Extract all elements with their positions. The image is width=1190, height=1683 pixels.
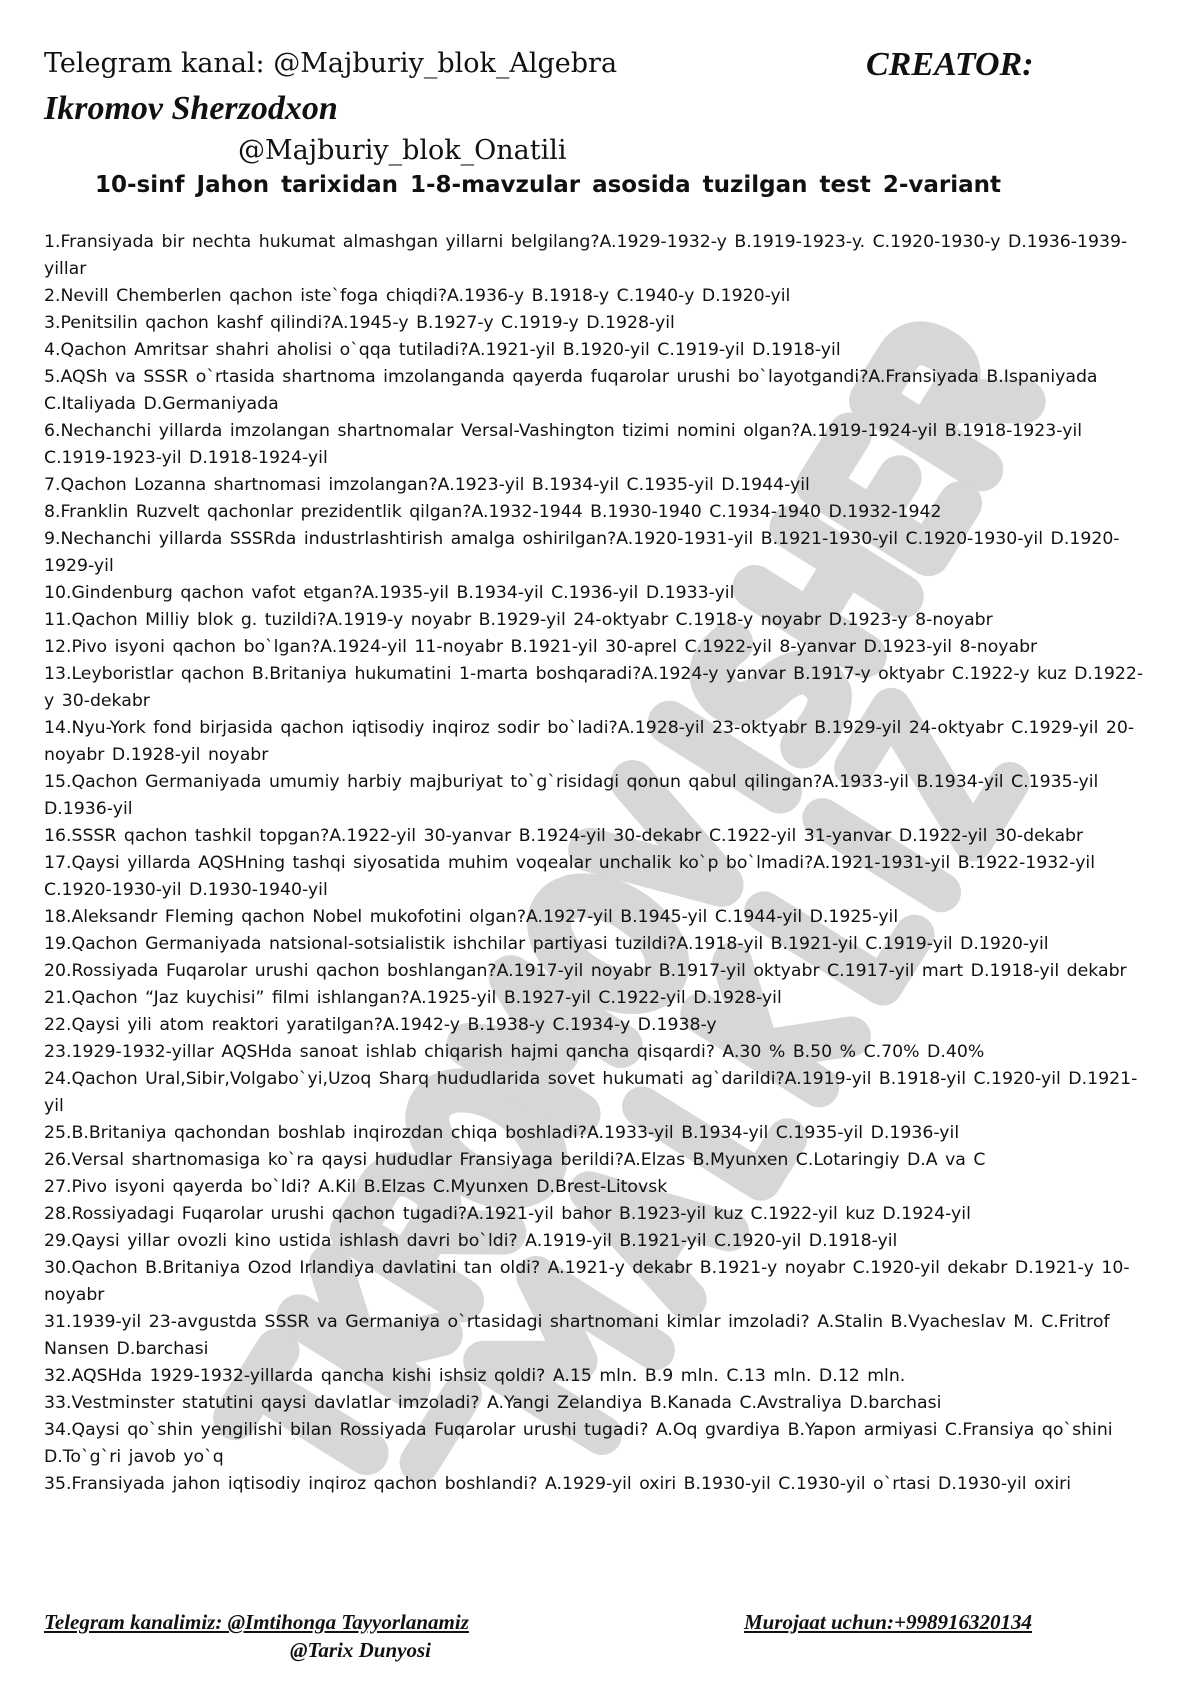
question-item: 13.Leyboristlar qachon B.Britaniya hukumatini 1-marta boshqaradi?A.1924-y yanvar B.1917-y oktyabr C.1922-y kuz D.1922-y 30-dekabr [44, 664, 1144, 711]
question-item: 24.Qachon Ural,Sibir,Volgabo`yi,Uzoq Sharq hududlarida sovet hukumati ag`darildi?A.1919-yil B.1918-yil C.1920-yil D.1921-yil [44, 1069, 1138, 1116]
question-list [44, 229, 1152, 1498]
telegram-channel-label: Telegram kanal: @Majburiy_blok_Algebra [44, 48, 618, 79]
question-item: 4.Qachon Amritsar shahri aholisi o`qqa tutiladi?A.1921-yil B.1920-yil C.1919-yil D.1918-yil [44, 340, 841, 360]
question-item: 23.1929-1932-yillar AQSHda sanoat ishlab chiqarish hajmi qancha qisqardi? A.30 % B.50 % C.70% D.40% [44, 1042, 985, 1062]
question-item: 35.Fransiyada jahon iqtisodiy inqiroz qachon boshlandi? A.1929-yil oxiri B.1930-yil C.1930-yil o`rtasi D.1930-yil oxiri [44, 1474, 1072, 1494]
test-title: 10-sinf Jahon tarixidan 1-8-mavzular asosida tuzilgan test 2-variant [95, 172, 1001, 198]
question-item: 15.Qachon Germaniyada umumiy harbiy majburiyat to`g`risidagi qonun qabul qilingan?A.1933-yil B.1934-yil C.1935-yil D.1936-yil [44, 772, 1099, 819]
question-item: 33.Vestminster statutini qaysi davlatlar imzoladi? A.Yangi Zelandiya B.Kanada C.Avstraliya D.barchasi [44, 1393, 942, 1413]
question-item: 22.Qaysi yili atom reaktori yaratilgan?A.1942-y B.1938-y C.1934-y D.1938-y [44, 1015, 717, 1035]
question-item: 26.Versal shartnomasiga ko`ra qaysi hududlar Fransiyaga berildi?A.Elzas B.Myunxen C.Lotaringiy D.A va C [44, 1150, 986, 1170]
second-channel-handle: @Majburiy_blok_Onatili [238, 135, 567, 166]
question-item: 27.Pivo isyoni qayerda bo`ldi? A.Kil B.Elzas C.Myunxen D.Brest-Litovsk [44, 1177, 668, 1197]
question-item: 17.Qaysi yillarda AQSHning tashqi siyosatida muhim voqealar unchalik ko`p bo`lmadi?A.1921-1931-yil B.1922-1932-yil C.1920-1930-yil D.1930-1940-yil [44, 853, 1096, 900]
question-item: 11.Qachon Milliy blok g. tuzildi?A.1919-y noyabr B.1929-yil 24-oktyabr C.1918-y noyabr D.1923-y 8-noyabr [44, 610, 993, 630]
question-item: 1.Fransiyada bir nechta hukumat almashgan yillarni belgilang?A.1929-1932-y B.1919-1923-y. C.1920-1930-y D.1936-1939-yillar [44, 232, 1128, 279]
author-name: Ikromov Sherzodxon [44, 90, 338, 127]
question-item: 12.Pivo isyoni qachon bo`lgan?A.1924-yil 11-noyabr B.1921-yil 30-aprel C.1922-yil 8-yanvar D.1923-yil 8-noyabr [44, 637, 1038, 657]
question-item: 2.Nevill Chemberlen qachon iste`foga chiqdi?A.1936-y B.1918-y C.1940-y D.1920-yil [44, 286, 791, 306]
footer-channel: Telegram kanalimiz: @Imtihonga Tayyorlanamiz [44, 1610, 469, 1634]
question-item: 5.AQSh va SSSR o`rtasida shartnoma imzolanganda qayerda fuqarolar urushi bo`layotgandi?A.Fransiyada B.Ispaniyada C.Italiyada D.Germaniyada [44, 367, 1098, 414]
question-item: 25.B.Britaniya qachondan boshlab inqirozdan chiqa boshladi?A.1933-yil B.1934-yil C.1935-yil D.1936-yil [44, 1123, 960, 1143]
question-item: 32.AQSHda 1929-1932-yillarda qancha kishi ishsiz qoldi? A.15 mln. B.9 mln. C.13 mln. D.12 mln. [44, 1366, 906, 1386]
question-item: 7.Qachon Lozanna shartnomasi imzolangan?A.1923-yil B.1934-yil C.1935-yil D.1944-yil [44, 475, 810, 495]
question-item: 18.Aleksandr Fleming qachon Nobel mukofotini olgan?A.1927-yil B.1945-yil C.1944-yil D.1925-yil [44, 907, 899, 927]
question-item: 14.Nyu-York fond birjasida qachon iqtisodiy inqiroz sodir bo`ladi?A.1928-yil 23-oktyabr B.1929-yil 24-oktyabr C.1929-yil 20-noyabr D.1928-yil noyabr [44, 718, 1135, 765]
question-item: 34.Qaysi qo`shin yengilishi bilan Rossiyada Fuqarolar urushi tugadi? A.Oq gvardiya B.Yapon armiyasi C.Fransiya qo`shini D.To`g`ri javob yo`q [44, 1420, 1113, 1467]
question-item: 28.Rossiyadagi Fuqarolar urushi qachon tugadi?A.1921-yil bahor B.1923-yil kuz C.1922-yil kuz D.1924-yil [44, 1204, 971, 1224]
question-item: 9.Nechanchi yillarda SSSRda industrlashtirish amalga oshirilgan?A.1920-1931-yil B.1921-1930-yil C.1920-1930-yil D.1920-1929-yil [44, 529, 1120, 576]
footer [44, 1610, 1144, 1670]
question-item: 20.Rossiyada Fuqarolar urushi qachon boshlangan?A.1917-yil noyabr B.1917-yil oktyabr C.1917-yil mart D.1918-yil dekabr [44, 961, 1127, 981]
question-item: 31.1939-yil 23-avgustda SSSR va Germaniya o`rtasidagi shartnomani kimlar imzoladi? A.Stalin B.Vyacheslav M. C.Fritrof Nansen D.barchasi [44, 1312, 1110, 1359]
question-item: 3.Penitsilin qachon kashf qilindi?A.1945-y B.1927-y C.1919-y D.1928-yil [44, 313, 675, 333]
footer-contact: Murojaat uchun:+998916320134 [744, 1610, 1032, 1634]
question-item: 19.Qachon Germaniyada natsional-sotsialistik ishchilar partiyasi tuzildi?A.1918-yil B.1921-yil C.1919-yil D.1920-yil [44, 934, 1049, 954]
header-top-line [44, 48, 1144, 92]
footer-channel-2: @Tarix Dunyosi [290, 1638, 431, 1662]
question-item: 21.Qachon “Jaz kuychisi” filmi ishlangan?A.1925-yil B.1927-yil C.1922-yil D.1928-yil [44, 988, 782, 1008]
question-item: 10.Gindenburg qachon vafot etgan?A.1935-yil B.1934-yil C.1936-yil D.1933-yil [44, 583, 735, 603]
question-item: 8.Franklin Ruzvelt qachonlar prezidentlik qilgan?A.1932-1944 B.1930-1940 C.1934-1940 D.1932-1942 [44, 502, 942, 522]
creator-label: CREATOR: [866, 46, 1034, 83]
question-item: 16.SSSR qachon tashkil topgan?A.1922-yil 30-yanvar B.1924-yil 30-dekabr C.1922-yil 31-yanvar D.1922-yil 30-dekabr [44, 826, 1084, 846]
question-item: 6.Nechanchi yillarda imzolangan shartnomalar Versal-Vashington tizimi nomini olgan?A.1919-1924-yil B.1918-1923-yil C.1919-1923-yil D.1918-1924-yil [44, 421, 1083, 468]
question-item: 30.Qachon B.Britaniya Ozod Irlandiya davlatini tan oldi? A.1921-y dekabr B.1921-y noyabr C.1920-yil dekabr D.1921-y 10-noyabr [44, 1258, 1130, 1305]
question-item: 29.Qaysi yillar ovozli kino ustida ishlash davri bo`ldi? A.1919-yil B.1921-yil C.1920-yil D.1918-yil [44, 1231, 898, 1251]
